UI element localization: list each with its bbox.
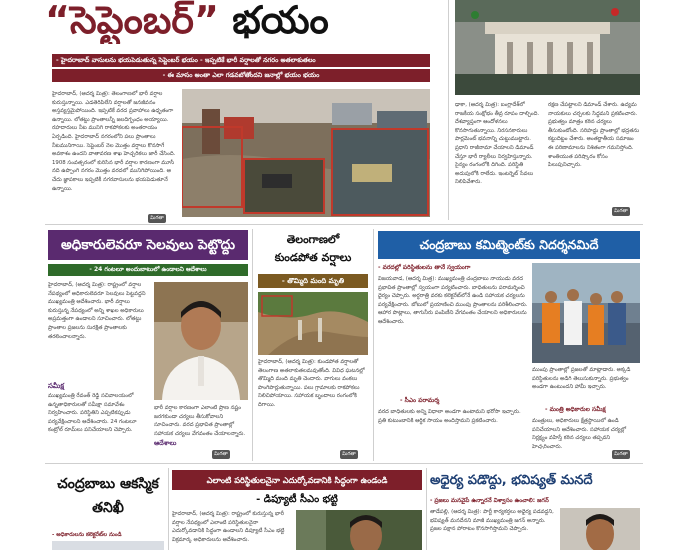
jagan-photo — [560, 508, 640, 550]
top-headline-rest: భయం — [232, 0, 329, 42]
officers-subhead: - 24 గంటలూ అందుబాటులో ఉండాలని ఆదేశాలు — [48, 264, 248, 276]
officers-jump[interactable]: మిగతా — [212, 450, 230, 459]
officers-text-c: భారీ వర్షాల కారణంగా ఎలాంటి ప్రాణ నష్టం జరగకుండా చర్యలు తీసుకోవాలని సూచించారు. వరద ప్రభావిత ప్రాంతాల్లో సహాయక చర్యలు వేగవంతం చేయాలన్నారు. — [154, 405, 246, 437]
bottom-two-text: హైదరాబాద్, (ఆదర్శ మిత్ర): రాష్ట్రంలో కురుస్తున్న భారీ వర్షాల నేపథ్యంలో ఎలాంటి పరిస్థితులనైనా ఎదుర్కోవడానికి సిద్ధంగా ఉండాలని డిప్యూటీ సీఎం భట్టి విక్రమార్క అధికారులను ఆదేశించారు. — [172, 511, 285, 543]
top-story-jump[interactable]: మిగతా — [148, 214, 166, 223]
bottom-three-headline: అధైర్య పడొద్దు, భవిష్యత్ మనదే — [430, 473, 593, 488]
parliament-photo — [455, 0, 640, 95]
side-story-text-right: రక్షణ చేపట్టాలని డిమాండ్ చేశారు. ఉద్యమ నాయకులు చర్చలకు సిద్ధమని ప్రకటించారు. ప్రభుత్వం మాత్రం కఠిన చర్యలు తీసుకుంటోంది. సరిహద్దు ప్రాంతాల్లో భద్రతను కట్టుదిట్టం చేశారు. అంతర్జాతీయ సమాజం ఈ పరిణామాలను నిశితంగా గమనిస్తోంది. శాంతియుత పరిష్కారం కోసం పిలుపునిచ్చారు. — [548, 102, 640, 169]
side-story-jump[interactable]: మిగతా — [612, 207, 630, 216]
cbn-photo — [532, 263, 640, 363]
flood-headline-two: కుండపోత వర్షాలు — [274, 251, 352, 264]
top-subhead-two: - ఈ మాసం అంతా ఎలా గడవబోతోందని జనాల్లో భయం భయం — [52, 69, 430, 82]
cbn-jump[interactable]: మిగతా — [612, 450, 630, 459]
cbn-subhead: - వరదల్లో పరిస్థితులను తానే స్వయంగా — [378, 264, 471, 271]
flood-bar: - తొమ్మిది మంది మృతి — [258, 274, 368, 288]
bottom-one-headline: చంద్రబాబు ఆకస్మిక తనిఖీ — [57, 476, 159, 516]
cbn-text-right-b: మంత్రులు, అధికారులు క్షేత్రస్థాయిలో ఉండి పనిచేయాలని ఆదేశించారు. సహాయక చర్యల్లో నిర్లక్ష్యం వహిస్తే కఠిన చర్యలు తప్పవని హెచ్చరించారు. — [532, 418, 627, 449]
cbn-text-right: ముంపు ప్రాంతాల్లో ప్రజలతో మాట్లాడారు. అక్కడి పరిస్థితులను అడిగి తెలుసుకున్నారు. ప్రభుత్వం అండగా ఉంటుందని హామీ ఇచ్చారు. — [532, 367, 631, 391]
flood-jump[interactable]: మిగతా — [340, 450, 358, 459]
officers-box-label-two: ఆదేశాలు — [154, 439, 177, 447]
flood-headline-one: తెలంగాణలో — [286, 233, 340, 246]
bottom-one-strip — [52, 541, 164, 550]
bottom-two-subhead: - డిప్యూటీ సీఎం భట్టి — [256, 494, 338, 505]
top-story-text: హైదరాబాద్, (ఆదర్శ మిత్ర): తెలంగాణలో భారీ వర్షాల కురుస్తున్నాయి. ఎడతెరిపిలేని వర్షాలతో జనజీవనం అస్తవ్యస్తమైపోయింది. ఇప్పటికే వరద ప్రవాహాలు ఉధృతంగా ఉన్నాయి. లోతట్టు ప్రాంతాలన్నీ జలదిగ్బంధం అయ్యాయి. రహదారులు నీట మునిగి రాకపోకలకు అంతరాయం ఏర్పడింది. హైదరాబాద్ నగరంలోని పలు ప్రాంతాలు నీటమునిగాయి. సెప్టెంబర్ నెల మొత్తం వర్షాలు కొనసాగే అవకాశం ఉందని వాతావరణ శాఖ హెచ్చరికలు జారీ చేసింది. 1908 సంవత్సరంలో కురిసిన భారీ వర్షాల కారణంగా మూసీ నది ఉప్పొంగి నగరం మొత్తం వరదలో మునిగిపోయింది. ఆ చేదు జ్ఞాపకాలు ఇప్పటికీ నగరవాసులను భయపెడుతూనే ఉన్నాయి. — [52, 91, 176, 192]
officers-text-a: హైదరాబాద్, (ఆదర్శ మిత్ర): రాష్ట్రంలో వర్షాల నేపథ్యంలో అధికారులెవరూ సెలవులు పెట్టవద్దని ముఖ్యమంత్రి ఆదేశించారు. భారీ వర్షాలు కురుస్తున్న నేపథ్యంలో అన్ని శాఖల అధికారులు అప్రమత్తంగా ఉండాలని సూచించారు. లోతట్టు ప్రాంతాల ప్రజలను సురక్షిత ప్రాంతాలకు తరలించాలన్నారు. — [48, 282, 146, 340]
cbn-text-left: విజయవాడ, (ఆదర్శ మిత్ర): ముఖ్యమంత్రి చంద్రబాబు నాయుడు వరద ప్రభావిత ప్రాంతాల్లో స్వయంగా పర్యటించారు. బాధితులను పరామర్శించి ధైర్యం చెప్పారు. అర్ధరాత్రి వరకు కలెక్టరేట్‌లోనే ఉండి సహాయక చర్యలను పర్యవేక్షించారు. బోటులో ప్రయాణించి ముంపు ప్రాంతాలను పరిశీలించారు. ఆహార పొట్లాలు, తాగునీరు పంపిణీని వేగవంతం చేయాలని అధికారులను ఆదేశించారు. — [378, 276, 528, 325]
top-headline — [45, 0, 450, 44]
officers-headline: అధికారులెవరూ సెలవులు పెట్టొద్దు — [48, 230, 248, 260]
flood-headline — [258, 231, 368, 271]
top-headline-quoted: “సెప్టెంబర్” — [45, 0, 219, 42]
cbn-box-label-two: - మంత్రి అధికారుల సమీక్ష — [545, 406, 606, 413]
bottom-two-headline: ఎలాంటి పరిస్థితులనైనా ఎదుర్కోవడానికి సిద్ధంగా ఉండండి — [172, 470, 422, 490]
cbn-headline: చంద్రబాబు కమిట్మెంట్‌కు నిదర్శనమిదే — [378, 231, 640, 259]
officers-box-label: సమీక్ష — [48, 382, 64, 390]
side-story-text-left: ఢాకా, (ఆదర్శ మిత్ర): బంగ్లాదేశ్‌లో రాజకీయ సంక్షోభం తీవ్ర రూపం దాల్చింది. దేశవ్యాప్తంగా ఆందోళనలు కొనసాగుతున్నాయి. నిరసనకారులు పార్లమెంట్ భవనాన్ని చుట్టుముట్టారు. ప్రధాని రాజీనామా చేయాలని డిమాండ్ చేస్తూ భారీ ర్యాలీలు నిర్వహిస్తున్నారు. సైన్యం రంగంలోకి దిగింది. పరిస్థితి అదుపులోకి రాలేదు. ఇంటర్నెట్ సేవలు నిలిపివేశారు. — [455, 102, 540, 186]
officers-text-b: ముఖ్యమంత్రి రేవంత్ రెడ్డి సచివాలయంలో ఉన్నతాధికారులతో సమీక్షా సమావేశం నిర్వహించారు. పరిస్థితిని ఎప్పటికప్పుడు పర్యవేక్షించాలని ఆదేశించారు. 24 గంటలూ కంట్రోల్ రూమ్‌లు పనిచేయాలని చెప్పారు. — [48, 393, 137, 434]
bottom-three-text: తాడేపల్లి, (ఆదర్శ మిత్ర): పార్టీ కార్యకర్తలు అధైర్య పడవద్దని, భవిష్యత్ మనదేనని మాజీ ముఖ్యమంత్రి జగన్ అన్నారు. ప్రజల పక్షాన పోరాటం కొనసాగిస్తామని చెప్పారు. — [430, 509, 554, 533]
top-subhead-one: - హైదరాబాద్ వాసులను భయపెడుతున్న సెప్టెంబర్ భయం - ఇప్పటికే భారీ వర్షాలతో నగరం అతలాకుతలం — [52, 54, 430, 67]
cbn-box-label: - సీఎం పరామర్శ — [400, 397, 440, 404]
cbn-text-left-b: వరద బాధితులకు అన్ని విధాలా అండగా ఉంటామని భరోసా ఇచ్చారు. ప్రతి కుటుంబానికి ఆర్థిక సాయం అందిస్తామని ప్రకటించారు. — [378, 409, 521, 424]
flood-text: హైదరాబాద్, (ఆదర్శ మిత్ర): కుండపోత వర్షాలతో తెలంగాణ అతలాకుతలమవుతోంది. వివిధ ఘటనల్లో తొమ్మిది మంది మృతి చెందారు. వాగులు వంకలు పొంగిపొర్లుతున్నాయి. పలు గ్రామాలకు రాకపోకలు నిలిచిపోయాయి. సహాయక బృందాలు రంగంలోకి దిగాయి. — [258, 359, 365, 408]
flood-photo-main — [182, 89, 430, 217]
bottom-one-subhead: - అధికారులను కలెక్టరేట్‌ల నుండి — [52, 532, 122, 538]
bottom-three-subhead: - ప్రజలు మనవైపే ఉన్నారనే విశ్వాసం ఉంచాలి: జగన్ — [430, 498, 549, 504]
deputy-cm-photo — [296, 510, 422, 550]
cm-portrait — [154, 282, 248, 400]
flood-photo-river — [258, 292, 368, 355]
